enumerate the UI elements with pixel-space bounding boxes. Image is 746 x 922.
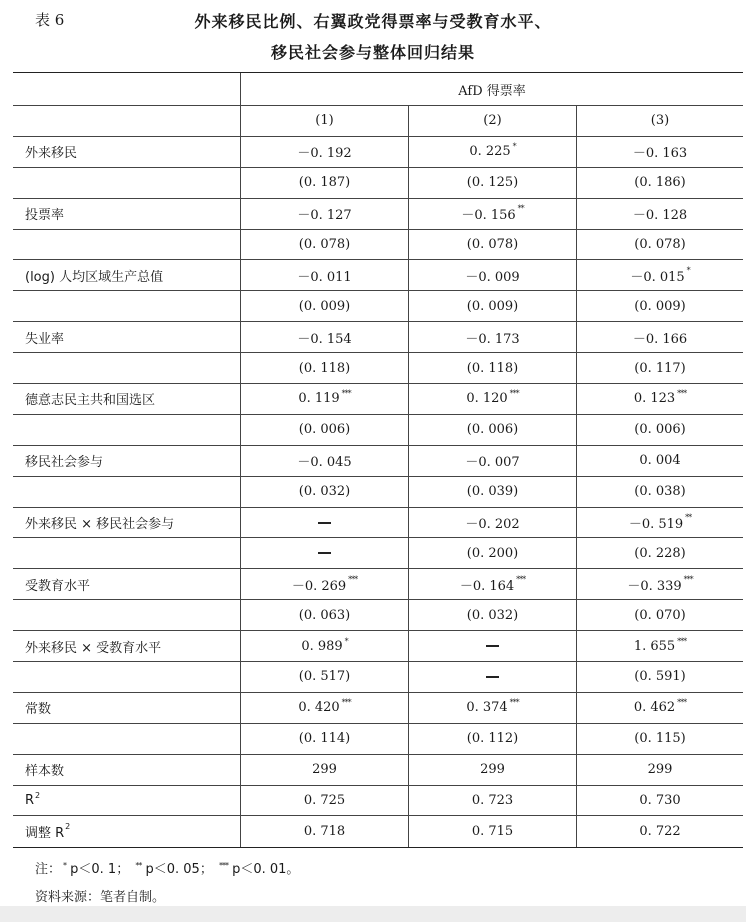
table-row <box>13 600 743 631</box>
table-row <box>13 137 743 168</box>
table-row <box>13 353 743 384</box>
row-label <box>13 353 240 383</box>
cell-value: －0. 011 <box>297 269 352 285</box>
cell-value: (0. 038) <box>634 484 686 500</box>
value-cell <box>576 353 743 383</box>
table-row <box>13 724 743 755</box>
value-cell <box>408 569 576 599</box>
value-cell <box>576 260 743 290</box>
cell-value: 0. 374 <box>466 700 508 716</box>
value-cell <box>408 816 576 847</box>
cell-value: (0. 112) <box>466 731 519 747</box>
value-cell <box>408 353 576 383</box>
value-cell <box>240 786 408 816</box>
table-title-line1: 外来移民比例、右翼政党得票率与受教育水平、 <box>194 12 552 31</box>
table-row <box>13 384 743 415</box>
value-cell <box>576 168 743 198</box>
cell-value: (0. 125) <box>466 175 519 191</box>
value-cell <box>576 569 743 599</box>
row-label <box>13 230 240 260</box>
value-cell <box>408 322 576 352</box>
significance-stars: *** <box>509 389 519 399</box>
table-row <box>13 755 743 786</box>
cell-value: 0. 723 <box>471 793 514 809</box>
row-label-text: 调整 R <box>25 826 65 842</box>
table-row <box>13 260 743 291</box>
value-cell <box>576 755 743 785</box>
row-label <box>13 538 240 568</box>
cell-value: (0. 009) <box>634 298 686 314</box>
value-cell <box>408 199 576 229</box>
table-row <box>13 168 743 199</box>
cell-value: (0. 070) <box>634 607 686 623</box>
value-cell <box>240 816 408 847</box>
row-label-text: 投票率 <box>25 208 65 224</box>
cell-value: (0. 517) <box>298 669 351 685</box>
empty-dash <box>486 645 499 647</box>
row-label <box>13 446 240 476</box>
row-label <box>13 569 240 599</box>
table-row <box>13 508 743 539</box>
cell-value: (0. 591) <box>634 669 686 685</box>
significance-stars: *** <box>348 574 358 584</box>
value-cell <box>576 477 743 507</box>
significance-stars: *** <box>341 389 351 399</box>
row-label-text: 外来移民 × 受教育水平 <box>25 640 162 656</box>
table-row <box>13 786 743 817</box>
row-label <box>13 477 240 507</box>
significance-stars: *** <box>677 389 687 399</box>
value-cell <box>240 631 408 661</box>
cell-value: (0. 117) <box>634 360 686 376</box>
significance-stars: *** <box>683 574 693 584</box>
value-cell <box>240 168 408 198</box>
note-stars: *** <box>218 861 228 870</box>
table-row <box>13 446 743 477</box>
value-cell <box>408 446 576 476</box>
significance-stars: * <box>344 636 348 646</box>
row-label <box>13 260 240 290</box>
empty-dash <box>318 522 331 524</box>
cell-value: －0. 339 <box>627 578 682 594</box>
value-cell <box>240 724 408 754</box>
cell-value: (0. 032) <box>298 484 351 500</box>
cell-value: －0. 127 <box>297 208 352 224</box>
table-title-line2: 移民社会参与整体回归结果 <box>270 43 475 62</box>
model-header-3: (3) <box>576 106 743 136</box>
model-header-2: (2) <box>408 106 576 136</box>
row-label <box>13 168 240 198</box>
cell-value: 0. 718 <box>303 824 346 840</box>
value-cell <box>240 569 408 599</box>
cell-value: －0. 164 <box>459 578 515 594</box>
cell-value: 0. 004 <box>639 453 681 469</box>
value-cell <box>576 724 743 754</box>
cell-value: (0. 009) <box>298 298 351 314</box>
value-cell <box>408 631 576 661</box>
value-cell <box>240 538 408 568</box>
value-cell <box>240 291 408 321</box>
table-row <box>13 693 743 724</box>
model-header-1: (1) <box>240 106 408 136</box>
cell-value: 0. 462 <box>633 700 676 716</box>
value-cell <box>408 662 576 692</box>
note-threshold: p＜0. 05； <box>141 862 213 877</box>
value-cell <box>240 260 408 290</box>
row-label <box>13 137 240 167</box>
note-threshold: p＜0. 1； <box>66 862 130 877</box>
value-cell <box>576 199 743 229</box>
cell-value: (0. 228) <box>634 545 686 561</box>
significance-stars: *** <box>516 574 526 584</box>
empty-dash <box>318 552 331 554</box>
cell-value: (0. 186) <box>634 175 686 191</box>
row-label-text: 受教育水平 <box>25 578 91 594</box>
value-cell <box>576 786 743 816</box>
significance-stars: * <box>512 142 516 152</box>
cell-value: 299 <box>647 762 673 778</box>
significance-stars: *** <box>677 698 687 708</box>
cell-value: 0. 715 <box>471 824 514 840</box>
source-note: 资料来源：笔者自制。 <box>35 890 166 905</box>
empty-dash <box>486 676 499 678</box>
value-cell <box>408 384 576 414</box>
row-label-text: 样本数 <box>25 764 65 780</box>
cell-value: (0. 032) <box>466 607 519 623</box>
cell-value: (0. 009) <box>466 298 519 314</box>
cell-value: 0. 989 <box>301 638 343 654</box>
value-cell <box>576 816 743 847</box>
cell-value: 0. 119 <box>298 391 340 407</box>
row-label <box>13 662 240 692</box>
cell-value: －0. 519 <box>628 517 684 533</box>
cell-value: －0. 202 <box>465 517 520 533</box>
value-cell <box>408 600 576 630</box>
value-cell <box>240 508 408 538</box>
table-row <box>13 662 743 693</box>
value-cell <box>408 168 576 198</box>
value-cell <box>408 260 576 290</box>
cell-value: (0. 039) <box>466 484 519 500</box>
table-row <box>13 816 743 847</box>
cell-value: －0. 007 <box>465 455 520 471</box>
row-label <box>13 755 240 785</box>
row-label <box>13 816 240 847</box>
cell-value: 0. 120 <box>466 391 508 407</box>
cell-value: 0. 730 <box>639 793 681 809</box>
row-label <box>13 600 240 630</box>
value-cell <box>576 415 743 445</box>
value-cell <box>408 415 576 445</box>
value-cell <box>576 446 743 476</box>
value-cell <box>408 508 576 538</box>
value-cell <box>240 137 408 167</box>
cell-value: (0. 063) <box>298 607 351 623</box>
note-prefix <box>213 862 217 877</box>
row-label <box>13 724 240 754</box>
note-prefix: 注： <box>35 862 62 877</box>
value-cell <box>408 230 576 260</box>
value-cell <box>576 631 743 661</box>
value-cell <box>576 538 743 568</box>
row-label <box>13 415 240 445</box>
cell-value: (0. 078) <box>466 237 519 252</box>
table-label: 表 6 <box>35 11 65 29</box>
cell-value: －0. 269 <box>291 578 347 594</box>
cell-value: －0. 154 <box>297 331 352 347</box>
value-cell <box>240 415 408 445</box>
row-label <box>13 786 240 816</box>
cell-value: 0. 225 <box>469 144 511 160</box>
table-row <box>13 569 743 600</box>
row-label <box>13 631 240 661</box>
row-label-superscript: 2 <box>65 822 71 832</box>
significance-stars: ** <box>517 204 524 214</box>
cell-value: －0. 015 <box>630 269 685 285</box>
value-cell <box>240 693 408 723</box>
row-label-text: R <box>25 793 35 809</box>
cell-value: －0. 128 <box>632 208 688 224</box>
cell-value: (0. 114) <box>298 731 351 747</box>
row-label-text: 移民社会参与 <box>25 455 104 471</box>
header-row-dependent <box>13 73 743 106</box>
note-threshold: p＜0. 01。 <box>227 862 300 877</box>
value-cell <box>240 477 408 507</box>
value-cell <box>240 230 408 260</box>
cell-value: 0. 123 <box>633 391 676 407</box>
value-cell <box>408 693 576 723</box>
value-cell <box>576 662 743 692</box>
value-cell <box>240 662 408 692</box>
value-cell <box>576 508 743 538</box>
cell-value: (0. 006) <box>634 422 686 438</box>
cell-value: (0. 187) <box>298 175 351 191</box>
row-label-text: 常数 <box>25 702 52 718</box>
value-cell <box>408 477 576 507</box>
cell-value: (0. 118) <box>298 360 351 376</box>
value-cell <box>240 384 408 414</box>
cell-value: (0. 115) <box>634 731 686 747</box>
cell-value: (0. 006) <box>466 422 519 438</box>
value-cell <box>240 199 408 229</box>
cell-value: (0. 078) <box>634 237 686 252</box>
value-cell <box>576 384 743 414</box>
page-bottom-bar <box>0 906 746 922</box>
cell-value: 1. 655 <box>633 638 676 654</box>
cell-value: (0. 006) <box>298 422 351 438</box>
table-row <box>13 477 743 508</box>
value-cell <box>408 724 576 754</box>
value-cell <box>240 446 408 476</box>
cell-value: －0. 173 <box>465 331 520 347</box>
significance-stars: ** <box>685 513 692 523</box>
header-corner <box>13 73 240 105</box>
row-label <box>13 508 240 538</box>
header-row-models <box>13 106 743 137</box>
value-cell <box>240 322 408 352</box>
significance-stars: *** <box>341 698 351 708</box>
value-cell <box>408 538 576 568</box>
row-label-text: (log) 人均区域生产总值 <box>25 269 164 285</box>
value-cell <box>576 693 743 723</box>
cell-value: －0. 166 <box>632 331 688 347</box>
row-label-text: 外来移民 <box>25 146 78 162</box>
significance-stars: * <box>686 265 690 275</box>
note-stars: * <box>63 861 67 870</box>
row-label <box>13 199 240 229</box>
row-label-text: 失业率 <box>25 331 65 347</box>
table-row <box>13 230 743 261</box>
significance-stars: *** <box>509 698 519 708</box>
cell-value: (0. 118) <box>466 360 519 376</box>
value-cell <box>240 755 408 785</box>
significance-note <box>35 860 299 888</box>
cell-value: 0. 725 <box>303 793 346 809</box>
value-cell <box>576 230 743 260</box>
row-label <box>13 693 240 723</box>
cell-value: (0. 078) <box>298 237 351 252</box>
significance-stars: *** <box>677 636 687 646</box>
note-prefix <box>129 862 133 877</box>
row-label-text: 德意志民主共和国选区 <box>25 393 156 409</box>
cell-value: －0. 192 <box>297 146 352 162</box>
cell-value: －0. 009 <box>465 269 520 285</box>
table-row <box>13 322 743 353</box>
row-label-superscript: 2 <box>35 791 41 801</box>
cell-value: 0. 722 <box>639 824 681 840</box>
table-row <box>13 415 743 446</box>
cell-value: (0. 200) <box>466 545 519 561</box>
table-row <box>13 631 743 662</box>
value-cell <box>240 600 408 630</box>
value-cell <box>240 353 408 383</box>
row-label <box>13 322 240 352</box>
value-cell <box>576 600 743 630</box>
value-cell <box>408 137 576 167</box>
cell-value: 0. 420 <box>298 700 340 716</box>
value-cell <box>576 291 743 321</box>
cell-value: －0. 045 <box>297 455 352 471</box>
table-row <box>13 199 743 230</box>
value-cell <box>408 755 576 785</box>
cell-value: 299 <box>480 762 505 778</box>
row-label <box>13 291 240 321</box>
row-label-text: 外来移民 × 移民社会参与 <box>25 517 175 533</box>
header-corner <box>13 106 240 136</box>
row-label <box>13 384 240 414</box>
cell-value: －0. 163 <box>632 146 688 162</box>
regression-table <box>13 72 743 848</box>
cell-value: 299 <box>312 762 337 778</box>
table-row <box>13 291 743 322</box>
value-cell <box>408 291 576 321</box>
table-row <box>13 538 743 569</box>
value-cell <box>576 322 743 352</box>
note-stars: ** <box>135 861 142 870</box>
value-cell <box>576 137 743 167</box>
dependent-variable-header: AfD 得票率 <box>240 73 743 105</box>
value-cell <box>408 786 576 816</box>
cell-value: －0. 156 <box>461 208 516 224</box>
